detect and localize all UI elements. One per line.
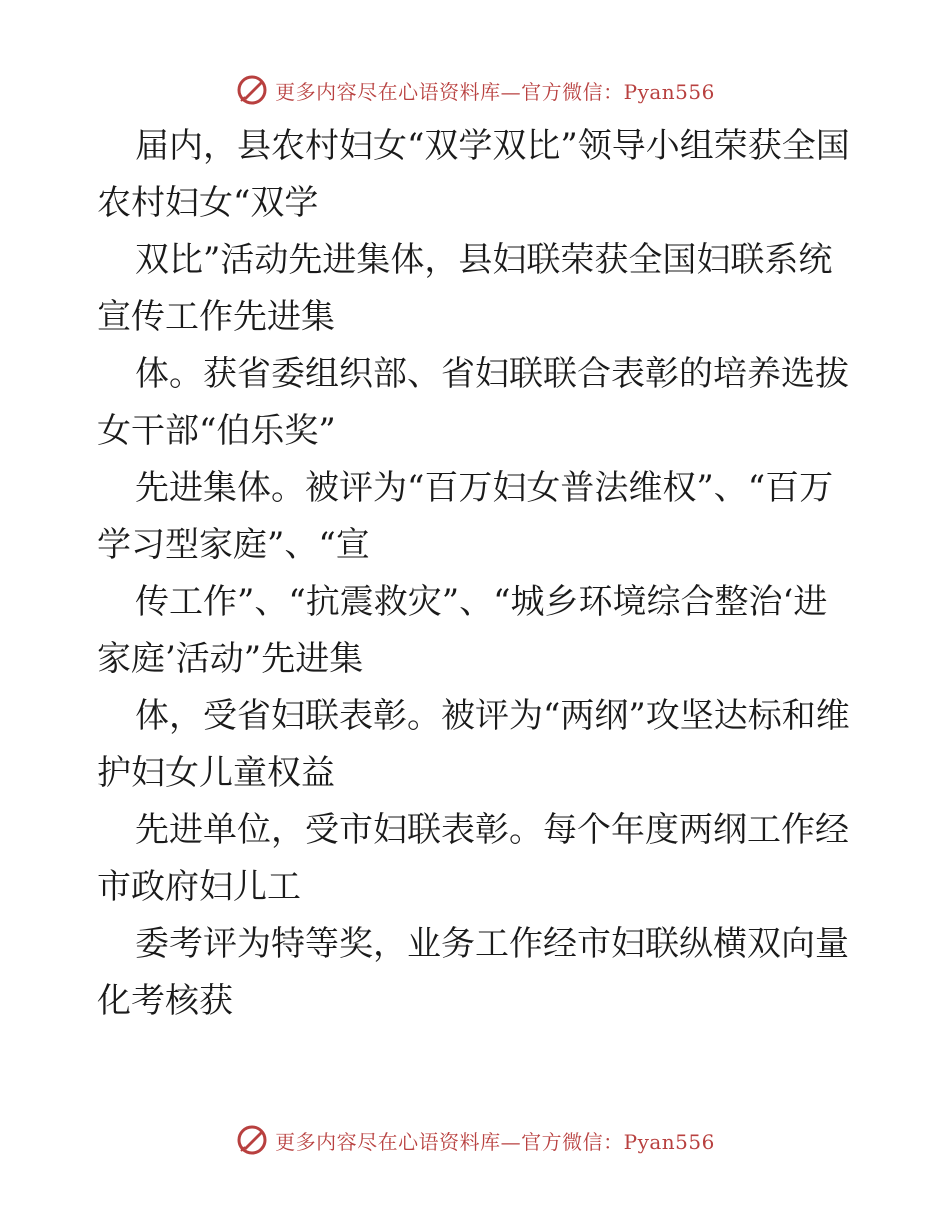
paragraph-1: 届内，县农村妇女“双学双比”领导小组荣获全国农村妇女“双学 — [97, 126, 850, 223]
paragraph-2: 双比”活动先进集体，县妇联荣获全国妇联系统宣传工作先进集 — [97, 240, 833, 337]
quill-logo-icon — [235, 1123, 269, 1157]
header-watermark — [0, 70, 950, 110]
paragraph-4: 先进集体。被评为“百万妇女普法维权”、“百万学习型家庭”、“宣 — [97, 468, 834, 565]
footer-watermark — [0, 1120, 950, 1160]
footer-watermark-text: 更多内容尽在心语资料库—官方微信：Pyan556 — [275, 1129, 715, 1154]
paragraph-3: 体。获省委组织部、省妇联联合表彰的培养选拔女干部“伯乐奖” — [97, 354, 849, 451]
paragraph-8: 委考评为特等奖，业务工作经市妇联纵横双向量化考核获 — [97, 924, 849, 1021]
document-body — [97, 118, 857, 1030]
header-watermark-text: 更多内容尽在心语资料库—官方微信：Pyan556 — [275, 79, 715, 104]
quill-logo-icon — [235, 73, 269, 107]
paragraph-7: 先进单位，受市妇联表彰。每个年度两纲工作经市政府妇儿工 — [97, 810, 849, 907]
paragraph-5: 传工作”、“抗震救灾”、“城乡环境综合整治‘进家庭’活动”先进集 — [97, 582, 828, 679]
paragraph-6: 体，受省妇联表彰。被评为“两纲”攻坚达标和维护妇女儿童权益 — [97, 696, 850, 793]
